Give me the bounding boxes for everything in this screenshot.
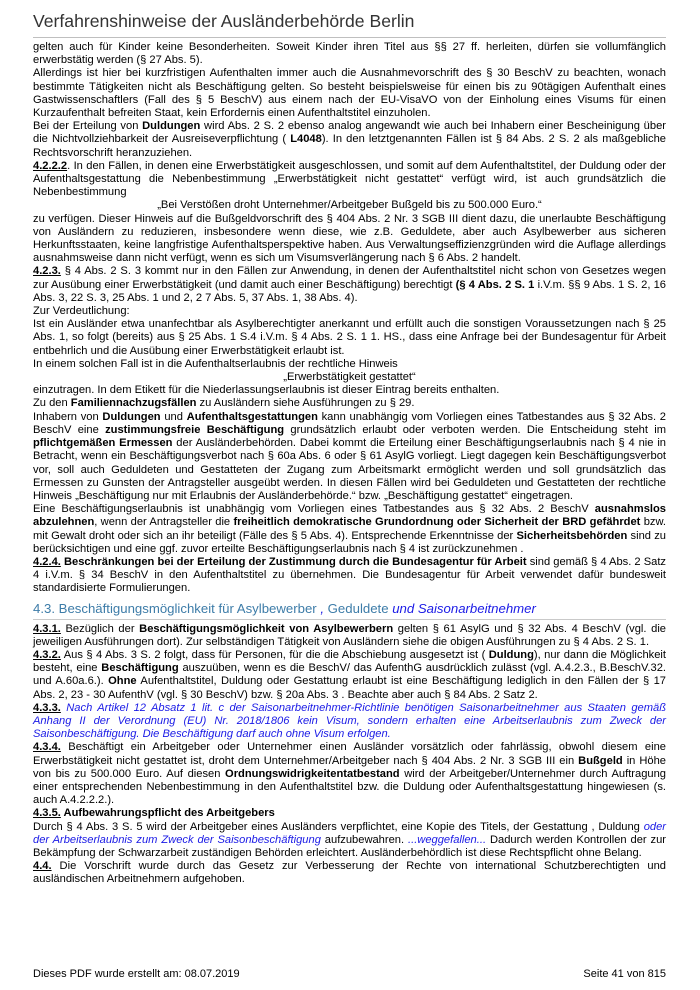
text-run-bold: L4048 xyxy=(290,133,322,146)
text-run: . In den Fällen, in denen eine Erwerbstätigkeit ausgeschlossen, und somit auf dem Aufenthaltstitel, der Duldung oder der Aufenthaltsgestattung die Nebenbestimmung „Erwerbstätigkeit nicht gestattet“ verfügt wird, ist auch grundsätzlich die Nebenbestimmung xyxy=(33,159,666,199)
text-run-bold: freiheitlich demokratische Grundordnung oder Sicherheit der BRD gefährdet xyxy=(233,516,641,529)
text-run: aufzubewahren. xyxy=(320,833,408,846)
paragraph xyxy=(33,807,666,820)
text-run-bold: Aufenthaltsgestattungen xyxy=(186,410,318,423)
text-run-bold: pflichtgemäßen Ermessen xyxy=(33,437,173,450)
paragraph xyxy=(33,265,666,305)
paragraph: Zur Verdeutlichung: xyxy=(33,305,130,318)
section-number: 4.3.2. xyxy=(33,648,61,661)
section-number: 4.2.2.2 xyxy=(33,159,68,172)
paragraph xyxy=(33,741,666,807)
text-run-bold: Familiennachzugsfällen xyxy=(70,397,197,410)
footer-page-number: Seite 41 von 815 xyxy=(583,968,666,980)
text-run: Bei der Erteilung von xyxy=(33,120,143,133)
text-run: Zu den xyxy=(33,397,71,410)
quote-line: „Bei Verstößen droht Unternehmer/Arbeitgeber Bußgeld bis zu 500.000 Euro.“ xyxy=(157,199,542,212)
text-run: Eine Beschäftigungserlaubnis ist unabhängig vom Vorliegen eines Tatbestandes aus § 32 Abs. 2 BeschV xyxy=(33,503,595,516)
text-run-bold: Sicherheitsbehörden xyxy=(516,529,628,542)
text-run-bold: Ohne xyxy=(108,675,137,688)
text-run-bold: (§ 4 Abs. 2 S. 1 xyxy=(455,278,535,291)
heading-text-amended: und Saisonarbeitnehmer xyxy=(392,600,536,616)
paragraph xyxy=(33,397,666,410)
text-run: kann unabhängig vom Vorliegen eines Tatbestandes aus § 32 Abs. 2 BeschV eine xyxy=(33,410,666,436)
text-run: Inhabern von xyxy=(33,410,103,423)
text-run-bold: ausnahmslos abzulehnen xyxy=(33,503,666,529)
text-run: sind zu berücksichtigen und eine ggf. zuvor erteilte Beschäftigungserlaubnis nach § 4 ist zurückzunehmen . xyxy=(33,529,666,555)
text-run: in Höhe von bis zu 500.000 Euro. Auf diesen xyxy=(33,754,666,780)
paragraph: Allerdings ist hier bei kurzfristigen Aufenthalten immer auch die Ausnahmevorschrift des § 30 BeschV zu beachten, wonach bestimmte Tätigkeiten nicht als Beschäftigung gelten. So besteht beispielsweise für einen bis zu 90tägigen Aufenthalt eines Gastwissenschaftlers (Fall des § 5 BeschV) aus einem nach der EU-VisaVO von der Einholung eines Visums für einen Kurzaufenthalt befreiten Staat, kein Erfordernis einen Aufenthaltstitel einzuholen. xyxy=(33,67,666,120)
text-run-bold: Duldungen xyxy=(102,410,161,423)
text-run: wird der Arbeitgeber/Unternehmer durch Auftragung einer entsprechenden Nebenbestimmung in den Aufenthaltstitel bzw. die Duldung oder Aufenthaltsgestattung hingewiesen (s. auch A.4.2.2.2.). xyxy=(33,767,666,807)
quote-line: „Erwerbstätigkeit gestattet“ xyxy=(283,371,416,384)
paragraph xyxy=(33,411,666,503)
text-run-bold: Duldungen xyxy=(142,120,201,133)
paragraph xyxy=(33,120,666,160)
text-run-bold: zustimmungsfreie Beschäftigung xyxy=(105,423,285,436)
text-run: der Ausländerbehörden. Dabei kommt die Erteilung einer Beschäftigungserlaubnis nach § 4 nie in Betracht, wenn ein Beschäftigungsverbot nach § 60a Abs. 6 oder § 61 AsylG vorliegt. Liegt dagegen kein Beschäftigungsverbot vor, soll auch Geduldeten und Gestatteten der Zugang zum Arbeitsmarkt ermöglicht werden und soll grundsätzlich das Ermessen zu Gunsten der Antragsteller ausgeübt werden. In diesen Fällen wird bei Geduldeten und Gestatteten der rechtliche Hinweis „Beschäftigung nur mit Erlaubnis der Ausländerbehörde.“ bzw. „Beschäftigung gestattet“ eingetragen. xyxy=(33,437,667,502)
text-run-bold: Duldung xyxy=(488,648,534,661)
text-run: i.V.m. §§ 9 Abs. 1 S. 2, 16 Abs. 3, 22 S. 3, 25 Abs. 1 und 2, 2 7 Abs. 5, 37 Abs. 1, 38 Abs. 4). xyxy=(33,278,666,304)
text-run: Aus § 4 Abs. 3 S. 2 folgt, dass für Personen, für die die Abschiebung ausgesetzt ist ( xyxy=(60,648,489,661)
section-number: 4.2.3. xyxy=(33,265,61,278)
text-run: auszuüben, wenn es die BeschV/ das AufenthG ausdrücklich zulässt (vgl. A.4.2.3., B.BeschV.32. und A.60a.6.). xyxy=(33,662,666,688)
paragraph xyxy=(33,556,666,596)
text-run-bold: Ordnungswidrigkeitentatbestand xyxy=(225,767,400,780)
heading-text: Geduldete xyxy=(324,600,393,616)
text-run-amended: Nach Artikel 12 Absatz 1 lit. c der Saisonarbeitnehmer-Richtlinie benötigen Saisonarbeitnehmer aus Staaten gemäß Anhang II der Verordnung (EU) Nr. 2018/1806 kein Visum, sondern erhalten eine Arbeitserlaubnis zum Zweck der Saisonbeschäftigung. Die Beschäftigung darf auch ohne Visum erfolgen. xyxy=(33,701,666,741)
paragraph: einzutragen. In dem Etikett für die Niederlassungserlaubnis ist dieser Eintrag bereits enthalten. xyxy=(33,384,500,397)
text-run-amended: ...weggefallen... xyxy=(408,833,487,846)
paragraph: zu verfügen. Dieser Hinweis auf die Bußgeldvorschrift des § 404 Abs. 2 Nr. 3 SGB III dient dazu, die unerlaubte Beschäftigung von Ausländern zu reduzieren, insbesondere wenn diese, wie z.B. Geduldete, aber auch Asylbewerber aus sicheren Herkunftsstaaten, keine langfristige Aufenthaltsperspektive haben. Aus Verwaltungseffizienzgründen wird die Auflage allerdings ausnahmsweise dann nicht verfügt, wenn es sich um Visumsverlängerung nach § 6 Abs. 2 handelt. xyxy=(33,212,666,265)
title-divider xyxy=(33,37,666,38)
footer-created-date: Dieses PDF wurde erstellt am: 08.07.2019 xyxy=(33,968,240,980)
paragraph xyxy=(33,702,666,742)
document-title: Verfahrenshinweise der Ausländerbehörde Berlin xyxy=(33,11,415,31)
paragraph xyxy=(33,821,666,861)
heading-text: , xyxy=(320,600,325,616)
text-run-bold: Bußgeld xyxy=(578,754,623,767)
text-run-bold: Beschäftigung xyxy=(101,662,179,675)
text-run-amended: oder der Arbeitserlaubnis zum Zweck der Saisonbeschäftigung xyxy=(33,820,666,846)
paragraph: In einem solchen Fall ist in die Aufenthaltserlaubnis der rechtliche Hinweis xyxy=(33,357,398,370)
paragraph xyxy=(33,649,666,702)
text-run-bold: Beschäftigungsmöglichkeit von Asylbewerbern xyxy=(139,622,394,635)
text-run: sind gemäß § 4 Abs. 2 Satz 4 i.V.m. § 34 BeschV in den Aufenthaltstitel zu übernehmen. Die Bundesagentur für Arbeit verwendet dafür bundesweit standardisierte Formulierungen. xyxy=(33,555,666,595)
text-run: und xyxy=(160,410,187,423)
section-number: 4.3.5. xyxy=(33,807,61,820)
text-run: § 4 Abs. 2 S. 3 kommt nur in den Fällen zur Anwendung, in denen der Aufenthaltstitel nicht schon von Gesetzes wegen zur Ausübung einer Erwerbstätigkeit (und damit auch einer Beschäftigung) berechtigt xyxy=(33,265,666,291)
heading-text: 4.3. Beschäftigungsmöglichkeit für Asylbewerber xyxy=(33,600,321,616)
paragraph: Ist ein Ausländer etwa unanfechtbar als Asylberechtigter anerkannt und erfüllt auch die sonstigen Voraussetzungen nach § 25 Abs. 1, so folgt (bereits) aus § 25 Abs. 1 S.4 i.V.m. § 4 Abs. 2 S. 1 1. HS., dass eine Anfrage bei der Bundesagentur für Arbeit entbehrlich und die Ausübung einer Erwerbstätigkeit erlaubt ist. xyxy=(33,318,666,357)
paragraph: gelten auch für Kinder keine Besonderheiten. Soweit Kinder ihren Titel aus §§ 27 ff. herleiten, dürfen sie vollumfänglich erwerbstätig werden (§ 27 Abs. 5). xyxy=(33,41,666,67)
text-run: Beschäftigt ein Arbeitgeber oder Unternehmer einen Ausländer vorsätzlich oder fahrlässig, obwohl diesem eine Erwerbstätigkeit nicht gestattet ist, droht dem Unternehmer/Arbeitgeber nach § 404 Abs. 2 Nr. 3 SGB III ein xyxy=(33,741,666,767)
text-run: Aufenthaltstitel, Duldung oder Gestattung erlaubt ist eine Beschäftigung lediglich in den Fällen der § 17 Abs. 2, 23 - 30 AufenthV (vgl. § 30 BeschV) bzw. § 20a Abs. 3 . Beachte aber auch § 84 Abs. 2 Satz 2. xyxy=(33,675,667,701)
text-run-bold: Beschränkungen bei der Erteilung der Zustimmung durch die Bundesagentur für Arbeit xyxy=(60,555,527,568)
text-run: Durch § 4 Abs. 3 S. 5 wird der Arbeitgeber eines Ausländers verpflichtet, eine Kopie des Titels, der Gestattung , Duldung xyxy=(33,820,644,833)
paragraph xyxy=(33,503,666,556)
paragraph xyxy=(33,623,666,649)
text-run: gelten § 61 AsylG und § 32 Abs. 4 BeschV (vgl. die jeweiligen Ausführungen dort). Zur selbständigen Tätigkeit von Ausländern siehe die obigen Ausführungen zu § 4 Abs. 2 S. 1. xyxy=(33,622,666,648)
text-run: Bezüglich der xyxy=(60,622,140,635)
paragraph xyxy=(33,160,666,200)
document-body xyxy=(33,41,666,887)
text-run: , wenn der Antragsteller die xyxy=(94,516,234,529)
text-run: zu Ausländern siehe Ausführungen zu § 29. xyxy=(196,397,415,410)
text-run: Dadurch werden Kontrollen der zur Bekämpfung der Schwarzarbeit zuständigen Behörden erleichtert. Ausländerbehördlich ist diese Rechtspflicht ohne Belang. xyxy=(33,833,666,859)
text-run: bzw. mit Gewalt droht oder sich an ihr beteiligt (Fälle des § 5 Abs. 4). Entsprechende Erkenntnisse der xyxy=(33,516,667,542)
paragraph xyxy=(33,860,666,886)
text-run: wird Abs. 2 S. 2 ebenso analog angewandt wie auch bei Inhabern einer Bescheinigung über die Nichtvollziehbarkeit der Ausreiseverpflichtung ( xyxy=(33,120,666,146)
section-heading xyxy=(33,601,666,620)
text-run: Die Vorschrift wurde durch das Gesetz zur Verbesserung der Rechte von international Schutzberechtigten und ausländischen Arbeitnehmern aufgehoben. xyxy=(33,860,666,886)
text-run: ), nur dann die Möglichkeit besteht, eine xyxy=(33,648,666,675)
section-number: 4.3.4. xyxy=(33,741,61,754)
section-number: 4.4. xyxy=(33,860,52,873)
section-number: 4.3.3. xyxy=(33,701,61,714)
section-number: 4.3.1. xyxy=(33,622,61,635)
text-run: ). In den letztgenannten Fällen ist § 84 Abs. 2 S. 2 als maßgebliche Rechtsvorschrift heranzuziehen. xyxy=(33,133,666,159)
text-run: grundsätzlich erlaubt oder verboten werden. Die Entscheidung steht im xyxy=(284,423,666,436)
text-run-bold: Aufbewahrungspflicht des Arbeitgebers xyxy=(60,807,275,820)
section-number: 4.2.4. xyxy=(33,555,61,568)
